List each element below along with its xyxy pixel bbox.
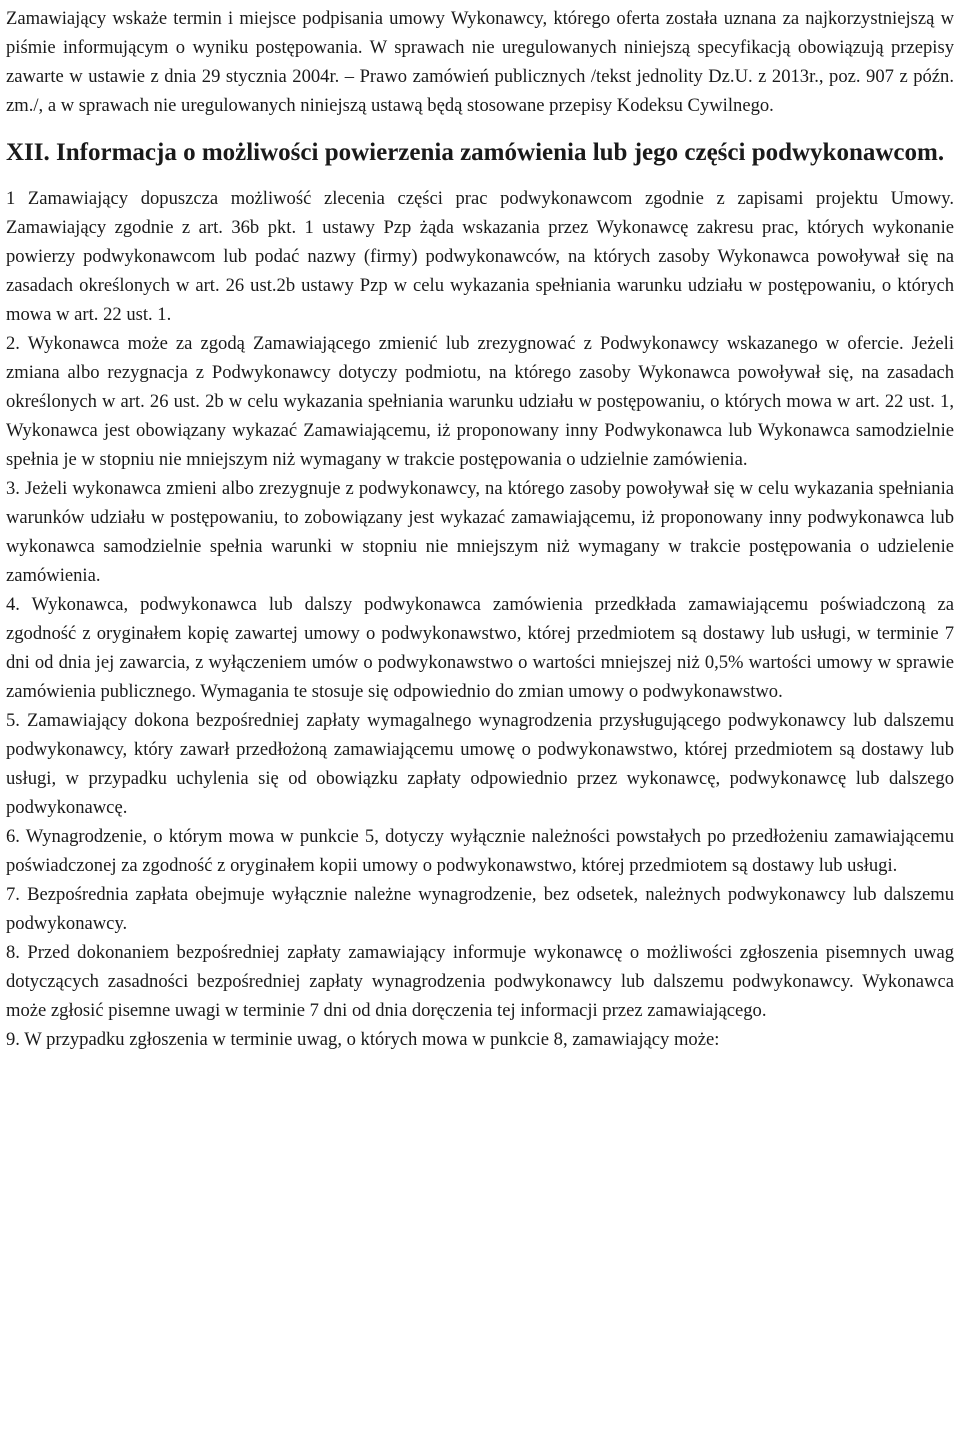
paragraph-4: 4. Wykonawca, podwykonawca lub dalszy podwykonawca zamówienia przedkłada zamawiającemu poświadczoną za zgodność z oryginałem kopię zawartej umowy o podwykonawstwo, której przedmiotem są dostawy lub usługi, w terminie 7 dni od dnia jej zawarcia, z wyłączeniem umów o podwykonawstwo o wartości mniejszej niż 0,5% wartości umowy w sprawie zamówienia publicznego. Wymagania te stosuje się odpowiednio do zmian umowy o podwykonawstwo. xyxy=(6,594,954,702)
paragraph-3: 3. Jeżeli wykonawca zmieni albo zrezygnuje z podwykonawcy, na którego zasoby powoływał się w celu wykazania spełniania warunków udziału w postępowaniu, to zobowiązany jest wykazać zamawiającemu, iż proponowany inny podwykonawca lub wykonawca samodzielnie spełnia warunki w stopniu nie mniejszym niż wymagany w trakcie postępowania o udzielenie zamówienia. xyxy=(6,478,954,586)
intro-paragraph: Zamawiający wskaże termin i miejsce podpisania umowy Wykonawcy, którego oferta została uznana za najkorzystniejszą w piśmie informującym o wyniku postępowania. W sprawach nie uregulowanych niniejszą specyfikacją obowiązują przepisy zawarte w ustawie z dnia 29 stycznia 2004r. – Prawo zamówień publicznych /tekst jednolity Dz.U. z 2013r., poz. 907 z późn. zm./, a w sprawach nie uregulowanych niniejszą ustawą będą stosowane przepisy Kodeksu Cywilnego. xyxy=(6,8,954,116)
paragraph-5: 5. Zamawiający dokona bezpośredniej zapłaty wymagalnego wynagrodzenia przysługującego podwykonawcy lub dalszemu podwykonawcy, który zawarł przedłożoną zamawiającemu umowę o podwykonawstwo, której przedmiotem są dostawy lub usługi, w przypadku uchylenia się od obowiązku zapłaty odpowiednio przez wykonawcę, podwykonawcę lub dalszego podwykonawcę. xyxy=(6,710,954,818)
paragraph-1: 1 Zamawiający dopuszcza możliwość zlecenia części prac podwykonawcom zgodnie z zapisami projektu Umowy. Zamawiający zgodnie z art. 36b pkt. 1 ustawy Pzp żąda wskazania przez Wykonawcę zakresu prac, których wykonanie powierzy podwykonawcom lub podać nazwy (firmy) podwykonawców, na których zasoby Wykonawca powoływał się na zasadach określonych w art. 26 ust.2b ustawy Pzp w celu wykazania spełniania warunku udziału w postępowaniu, o których mowa w art. 22 ust. 1. xyxy=(6,188,954,325)
section-heading: XII. Informacja o możliwości powierzenia zamówienia lub jego części podwykonawcom. xyxy=(6,139,945,166)
paragraph-8: 8. Przed dokonaniem bezpośredniej zapłaty zamawiający informuje wykonawcę o możliwości zgłoszenia pisemnych uwag dotyczących zasadności bezpośredniej zapłaty wynagrodzenia podwykonawcy lub dalszemu podwykonawcy. Wykonawca może zgłosić pisemne uwagi w terminie 7 dni od dnia doręczenia tej informacji przez zamawiającego. xyxy=(6,942,954,1021)
paragraph-6: 6. Wynagrodzenie, o którym mowa w punkcie 5, dotyczy wyłącznie należności powstałych po przedłożeniu zamawiającemu poświadczonej za zgodność z oryginałem kopii umowy o podwykonawstwo, której przedmiotem są dostawy lub usługi. xyxy=(6,826,954,876)
paragraph-2: 2. Wykonawca może za zgodą Zamawiającego zmienić lub zrezygnować z Podwykonawcy wskazanego w ofercie. Jeżeli zmiana albo rezygnacja z Podwykonawcy dotyczy podmiotu, na którego zasoby Wykonawca powoływał się, na zasadach określonych w art. 26 ust. 2b w celu wykazania spełniania warunku udziału w postępowaniu, o których mowa w art. 22 ust. 1, Wykonawca jest obowiązany wykazać Zamawiającemu, iż proponowany inny Podwykonawca lub Wykonawca samodzielnie spełnia je w stopniu nie mniejszym niż wymagany w trakcie postępowania o udzielnie zamówienia. xyxy=(6,333,954,470)
paragraph-7: 7. Bezpośrednia zapłata obejmuje wyłącznie należne wynagrodzenie, bez odsetek, należnych podwykonawcy lub dalszemu podwykonawcy. xyxy=(6,884,954,934)
paragraph-9: 9. W przypadku zgłoszenia w terminie uwag, o których mowa w punkcie 8, zamawiający może: xyxy=(6,1029,720,1050)
